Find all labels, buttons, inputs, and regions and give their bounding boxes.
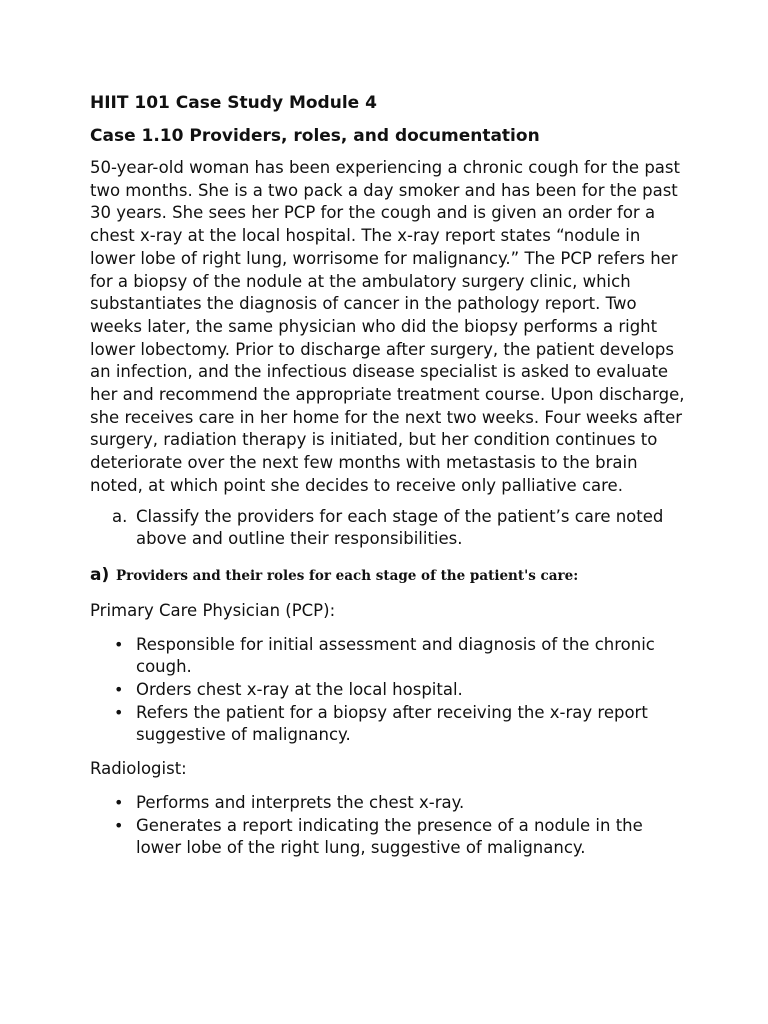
document-title: HIIT 101 Case Study Module 4 [90,93,377,113]
answer-letter: a) [90,564,110,585]
role-bullet-list [90,792,690,860]
answer-heading-text: Providers and their roles for each stage of the patient's care: [115,567,579,584]
bullet-icon: • [114,680,124,700]
list-item [114,634,690,679]
role-title: Radiologist: [90,759,187,779]
bullet-icon: • [114,634,124,654]
bullet-icon: • [114,792,124,812]
list-item [114,792,690,815]
task-text: Classify the providers for each stage of the patient’s care noted above and outline their responsibilities. [136,506,664,549]
role-section-pcp [90,600,690,747]
role-bullet-list [90,634,690,748]
task-item [112,506,690,551]
list-item [114,815,690,860]
task-list [90,506,690,551]
task-marker: a. [112,506,128,526]
list-item-text: Orders chest x-ray at the local hospital. [136,680,463,700]
role-section-radiologist [90,758,690,860]
list-item-text: Responsible for initial assessment and diagnosis of the chronic cough. [136,634,655,677]
case-title: Case 1.10 Providers, roles, and documentation [90,126,540,146]
list-item [114,679,690,702]
list-item [114,702,690,747]
bullet-icon: • [114,815,124,835]
answer-heading [90,565,690,586]
role-title: Primary Care Physician (PCP): [90,600,336,620]
document-page [90,92,690,871]
bullet-icon: • [114,702,124,722]
list-item-text: Performs and interprets the chest x-ray. [136,792,465,812]
case-description: 50-year-old woman has been experiencing a chronic cough for the past two months. She is a two pack a day smoker and has been for the past 30 years. She sees her PCP for the cough and is given an order for a chest x-ray at the local hospital. The x-ray report states “nodule in lower lobe of right lung, worrisome for malignancy.” The PCP refers her for a biopsy of the nodule at the ambulatory surgery clinic, which substantiates the diagnosis of cancer in the pathology report. Two weeks later, the same physician who did the biopsy performs a right lower lobectomy. Prior to discharge after surgery, the patient develops an infection, and the infectious disease specialist is asked to evaluate her and recommend the appropriate treatment course. Upon discharge, she receives care in her home for the next two weeks. Four weeks after surgery, radiation therapy is initiated, but her condition continues to deteriorate over the next few months with metastasis to the brain noted, at which point she decides to receive only palliative care. [90,158,685,495]
list-item-text: Refers the patient for a biopsy after receiving the x-ray report suggestive of malignancy. [136,702,648,745]
list-item-text: Generates a report indicating the presence of a nodule in the lower lobe of the right lung, suggestive of malignancy. [136,815,643,858]
